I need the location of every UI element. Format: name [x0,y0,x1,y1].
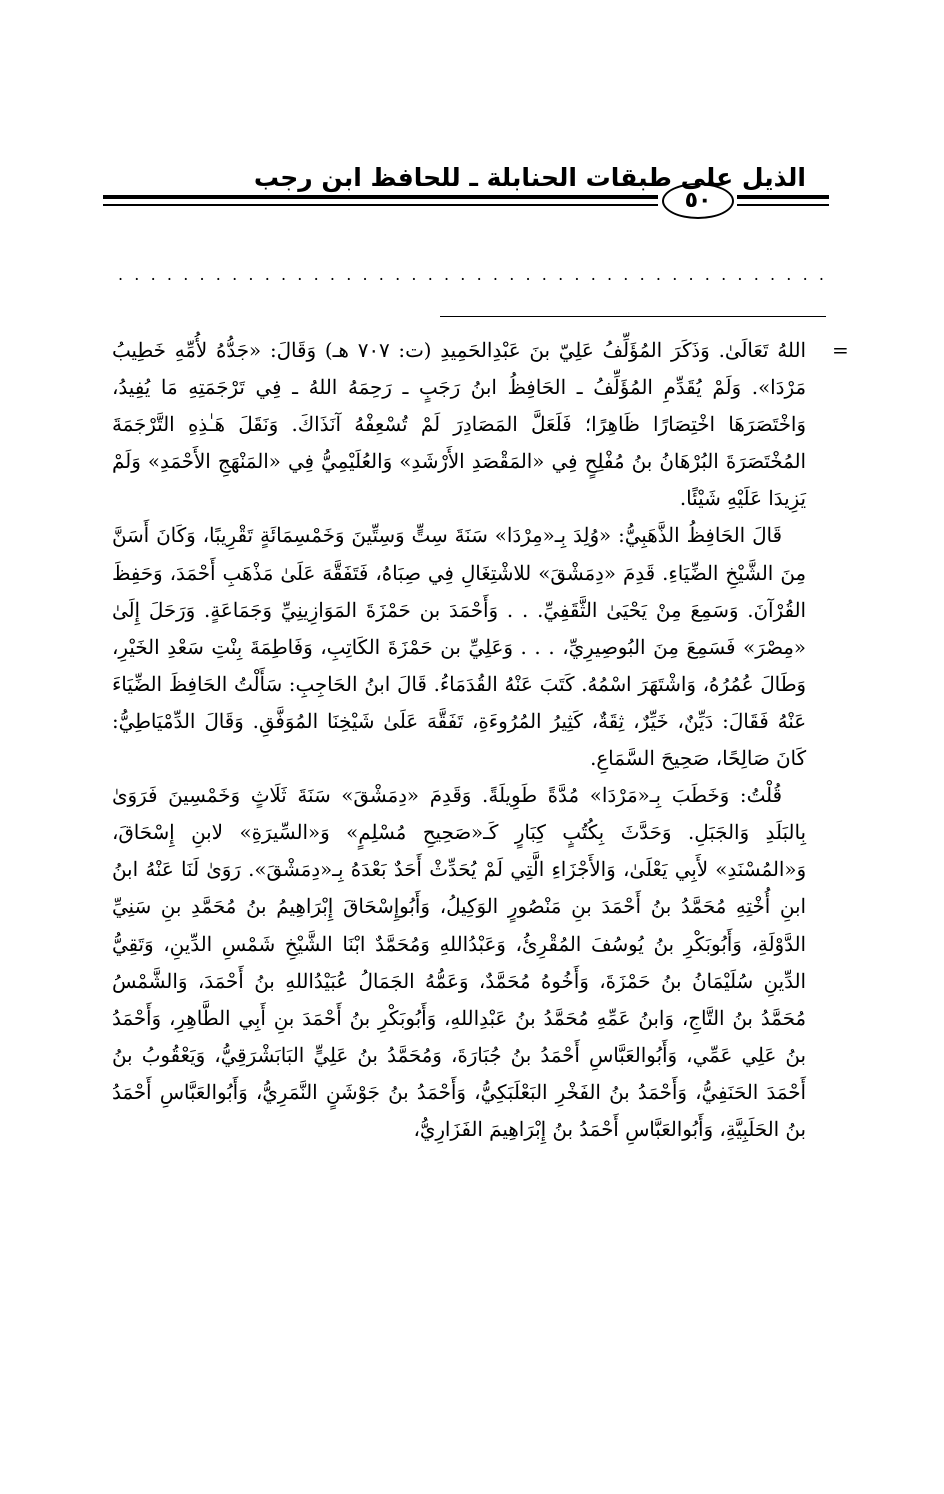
header-rule-left [103,195,658,206]
running-header-title: الذيل على طبقات الحنابلة ـ للحافظ ابن رجب [253,163,806,192]
footnote-continuation-mark: = [832,338,849,362]
paragraph: قَالَ الحَافِظُ الذَّهَبِيُّ: «وُلِدَ بِـ«مِرْدَا» سَنَةَ سِتٍّ وَسِتِّينَ وَخَمْسِمَائَةٍ تَقْرِيبًا، وَكَانَ أَسَنَّ مِنَ الشَّيْخِ الضِّيَاءِ. قَدِمَ «دِمَشْقَ» للاشْتِغَالِ فِي صِبَاهُ، فَتَفَقَّهَ عَلَىٰ مَذْهَبِ أَحْمَدَ، وَحَفِظَ القُرْآنَ. وَسَمِعَ مِنْ يَحْيَىٰ الثَّقَفِيِّ. . . وَأَحْمَدَ بن حَمْزَةَ المَوَازِينِيِّ وَجَمَاعَةٍ. وَرَحَلَ إِلَىٰ «مِصْرَ» فَسَمِعَ مِنَ البُوصِيرِيِّ، . . . وَعَلِيِّ بن حَمْزَةَ الكَاتِبِ، وَفَاطِمَةَ بِنْتِ سَعْدِ الخَيْرِ، وَطَالَ عُمُرُهُ، وَاشْتَهَرَ اسْمُهُ. كَتَبَ عَنْهُ القُدَمَاءُ. قَالَ ابنُ الحَاجِبِ: سَأَلْتُ الحَافِظَ الضِّيَاءَ عَنْهُ فَقَالَ: دَيِّنٌ، خَيِّرٌ، ثِقَةٌ، كَثِيرُ المُرُوءَةِ، تَفَقَّهَ عَلَىٰ شَيْخِنَا المُوَفَّقِ. وَقَالَ الدِّمْيَاطِيُّ: كَانَ صَالِحًا، صَحِيحَ السَّمَاعِ. [112,524,806,771]
page-number: ٥٠ [662,183,734,219]
dotted-separator: . . . . . . . . . . . . . . . . . . . . . . . . . . . . . . . . . . . . . . . . . . . . [118,265,826,284]
header-rule-right [737,195,829,206]
footnote-separator [440,316,826,317]
footnote-body [112,332,806,1148]
paragraph: اللهُ تَعَالَىٰ. وَذَكَرَ المُؤَلِّفُ عَلِيّ بنَ عَبْدِالحَمِيدِ (ت: ٧٠٧ هـ) وَقَالَ: «جَدُّهُ لأُمِّهِ خَطِيبُ مَرْدَا». وَلَمْ يُقَدِّمِ المُؤَلِّفُ ـ الحَافِظُ ابنُ رَجَبٍ ـ رَحِمَهُ اللهُ ـ فِي تَرْجَمَتِهِ مَا يُفِيدُ، وَاخْتَصَرَهَا اخْتِصَارًا ظَاهِرًا؛ فَلَعَلَّ المَصَادِرَ لَمْ تُسْعِفْهُ آنَذَاكَ. وَنَقَلَ هَـٰذِهِ التَّرْجَمَةَ المُخْتَصَرَةَ البُرْهَانُ بنُ مُفْلِحٍ فِي «المَقْصَدِ الأَرْشَدِ» وَالعُلَيْمِيُّ فِي «المَنْهَجِ الأَحْمَدِ» وَلَمْ يَزِيدَا عَلَيْهِ شَيْئًا. [112,339,806,511]
paragraph: قُلْتُ: وَخَطَبَ بِـ«مَرْدَا» مُدَّةً طَوِيلَةً. وَقَدِمَ «دِمَشْقَ» سَنَةَ ثَلَاثٍ وَخَمْسِينَ فَرَوَىٰ بِالبَلَدِ وَالجَبَلِ. وَحَدَّثَ بِكُتُبٍ كِبَارٍ كَـ«صَحِيحِ مُسْلِمٍ» وَ«السِّيرَةِ» لابنِ إِسْحَاقَ، وَ«المُسْنَدِ» لأَبِي يَعْلَىٰ، وَالأَجْزَاءِ الَّتِي لَمْ يُحَدِّثْ أَحَدٌ بَعْدَهُ بِـ«دِمَشْقَ». رَوَىٰ لَنَا عَنْهُ ابنُ ابنِ أُخْتِهِ مُحَمَّدُ بنُ أَحْمَدَ بنِ مَنْصُورٍ الوَكِيلُ، وَأَبُوإِسْحَاقَ إِبْرَاهِيمُ بنُ مُحَمَّدِ بنِ سَنِيِّ الدَّوْلَةِ، وَأَبُوبَكْرِ بنُ يُوسُفَ المُقْرِئُ، وَعَبْدُاللهِ وَمُحَمَّدٌ ابْنَا الشَّيْخِ شَمْسِ الدِّينِ، وَتَقِيُّ الدِّينِ سُلَيْمَانُ بنُ حَمْزَةَ، وَأَخُوهُ مُحَمَّدٌ، وَعَمُّهُ الجَمَالُ عُبَيْدُاللهِ بنُ أَحْمَدَ، وَالشَّمْسُ مُحَمَّدُ بنُ التَّاجِ، وَابنُ عَمِّهِ مُحَمَّدُ بنُ عَبْدِاللهِ، وَأَبُوبَكْرِ بنُ أَحْمَدَ بنِ أَبِي الطَّاهِرِ، وَأَحْمَدُ بنُ عَلِي عَمِّي، وَأَبُوالعَبَّاسِ أَحْمَدُ بنُ جُبَارَةَ، وَمُحَمَّدُ بنُ عَلِيٍّ البَابَشْرَقِيُّ، وَيَعْقُوبُ بنُ أَحْمَدَ الحَنَفِيُّ، وَأَحْمَدُ بنُ الفَخْرِ البَعْلَبَكِيُّ، وَأَحْمَدُ بنُ جَوْشَنٍ النَّمَرِيُّ، وَأَبُوالعَبَّاسِ أَحْمَدُ بنُ الحَلَبِيَّةِ، وَأَبُوالعَبَّاسِ أَحْمَدُ بنُ إِبْرَاهِيمَ الفَزَارِيُّ، [112,784,806,1141]
